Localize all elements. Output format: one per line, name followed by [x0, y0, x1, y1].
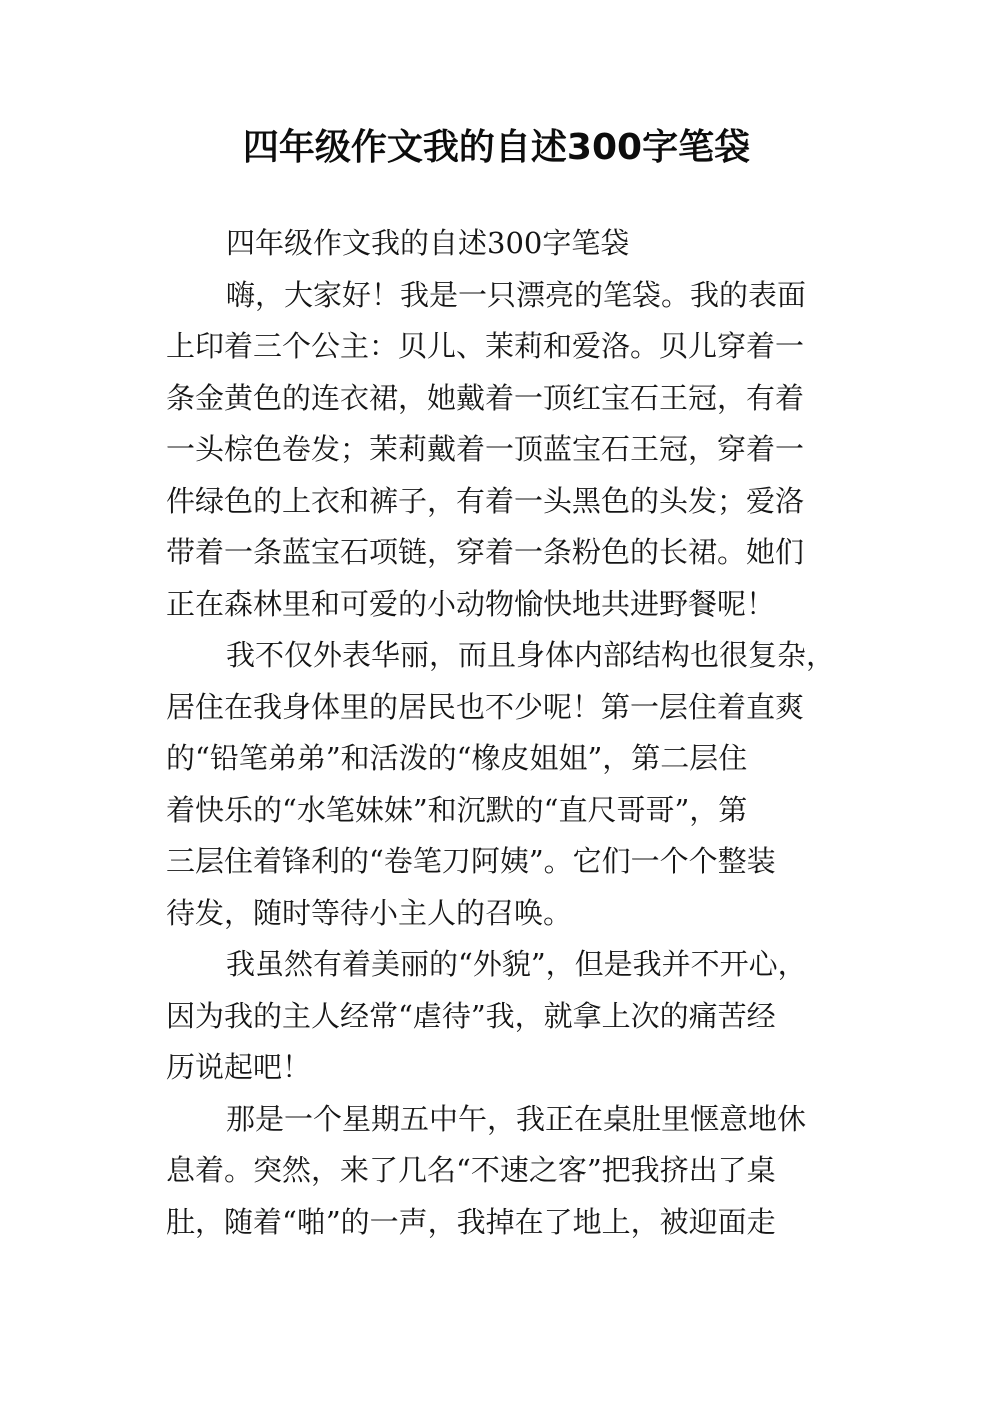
body-line: 因为我的主人经常“虐待”我，就拿上次的痛苦经 — [166, 998, 776, 1033]
body-line: 带着一条蓝宝石项链，穿着一条粉色的长裙。她们 — [166, 535, 805, 569]
body-line: 居住在我身体里的居民也不少呢！第一层住着直爽 — [166, 689, 805, 724]
body-line: 肚，随着“啪”的一声，我掉在了地上，被迎面走 — [166, 1204, 776, 1239]
body-line-subtitle: 四年级作文我的自述300字笔袋 — [226, 226, 630, 260]
body-line: 息着。突然，来了几名“不速之客”把我挤出了桌 — [166, 1153, 776, 1187]
body-line: 那是一个星期五中午，我正在桌肚里惬意地休 — [226, 1101, 807, 1136]
body-line: 着快乐的“水笔妹妹”和沉默的“直尺哥哥”，第 — [166, 792, 748, 827]
body-line: 三层住着锋利的“卷笔刀阿姨”。它们一个个整装 — [166, 844, 776, 878]
body-line: 正在森林里和可爱的小动物愉快地共进野餐呢！ — [166, 586, 776, 621]
body-line: 一头棕色卷发；茉莉戴着一顶蓝宝石王冠，穿着一 — [166, 432, 805, 466]
body-line: 件绿色的上衣和裤子，有着一头黑色的头发；爱洛 — [166, 483, 805, 518]
body-line: 条金黄色的连衣裙，她戴着一顶红宝石王冠，有着 — [166, 380, 805, 415]
document-body — [166, 218, 846, 1248]
body-line: 嗨，大家好！我是一只漂亮的笔袋。我的表面 — [226, 277, 807, 312]
body-line: 历说起吧！ — [166, 1050, 312, 1084]
body-line: 上印着三个公主：贝儿、茉莉和爱洛。贝儿穿着一 — [166, 329, 805, 363]
body-line: 我不仅外表华丽，而且身体内部结构也很复杂， — [226, 638, 836, 672]
body-line: 我虽然有着美丽的“外貌”，但是我并不开心， — [226, 947, 807, 981]
body-line: 待发，随时等待小主人的召唤。 — [166, 895, 573, 930]
body-line: 的“铅笔弟弟”和活泼的“橡皮姐姐”，第二层住 — [166, 741, 748, 775]
document-title: 四年级作文我的自述300字笔袋 — [242, 127, 751, 168]
